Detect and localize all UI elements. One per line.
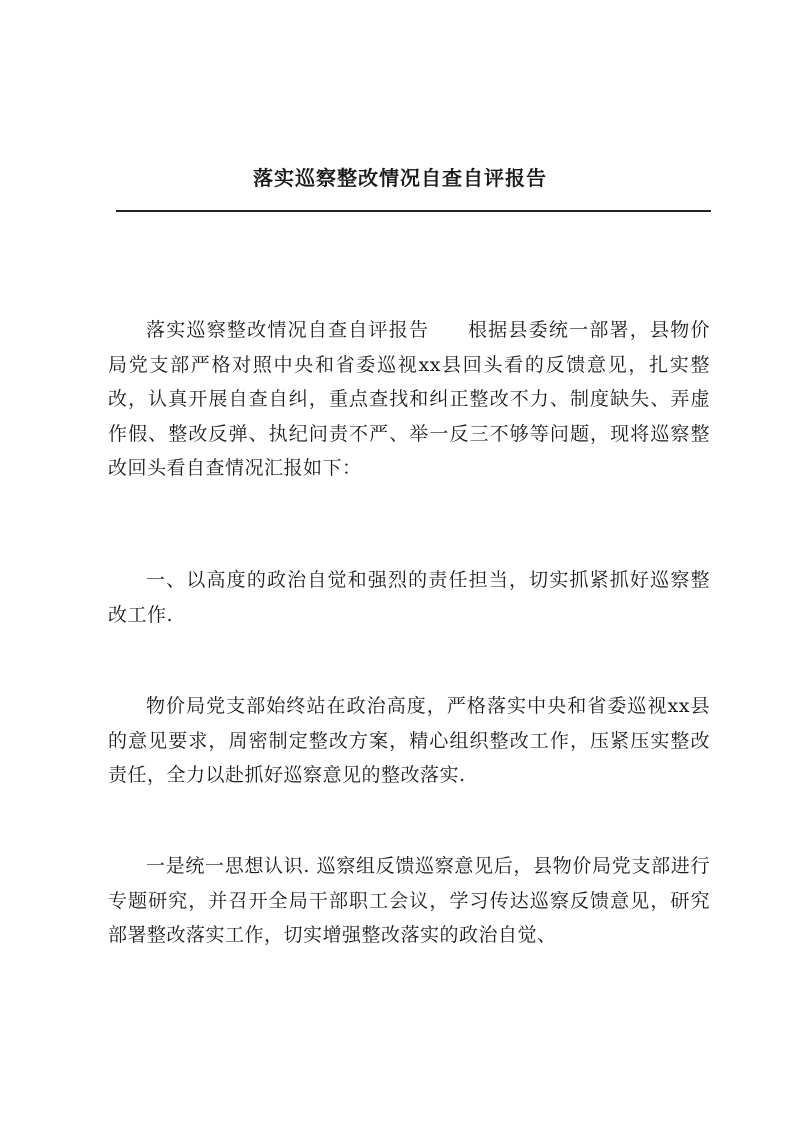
intro-lead: 落实巡察整改情况自查自评报告 bbox=[146, 319, 430, 341]
document-title: 落实巡察整改情况自查自评报告 bbox=[253, 166, 547, 190]
intro-paragraph bbox=[108, 313, 710, 486]
body-paragraph-3: 物价局党支部始终站在政治高度，严格落实中央和省委巡视xx县的意见要求，周密制定整改方案，精心组织整改工作，压紧压实整改责任，全力以赴抓好巡察意见的整改落实. bbox=[108, 695, 710, 786]
body-paragraph-4: 一是统一思想认识. 巡察组反馈巡察意见后，县物价局党支部进行专题研究，并召开全局干部职工会议，学习传达巡察反馈意见，研究部署整改落实工作，切实增强整改落实的政治自觉、 bbox=[108, 855, 710, 946]
title-divider bbox=[116, 210, 711, 212]
intro-body: 根据县委统一部署，县物价局党支部严格对照中央和省委巡视xx县回头看的反馈意见，扎实整改，认真开展自查自纠，重点查找和纠正整改不力、制度缺失、弄虚作假、整改反弹、执纪问责不严、举一反三不够等问题，现将巡察整改回头看自查情况汇报如下： bbox=[108, 319, 710, 479]
section-heading: 一、以高度的政治自觉和强烈的责任担当，切实抓紧抓好巡察整改工作. bbox=[108, 569, 710, 626]
